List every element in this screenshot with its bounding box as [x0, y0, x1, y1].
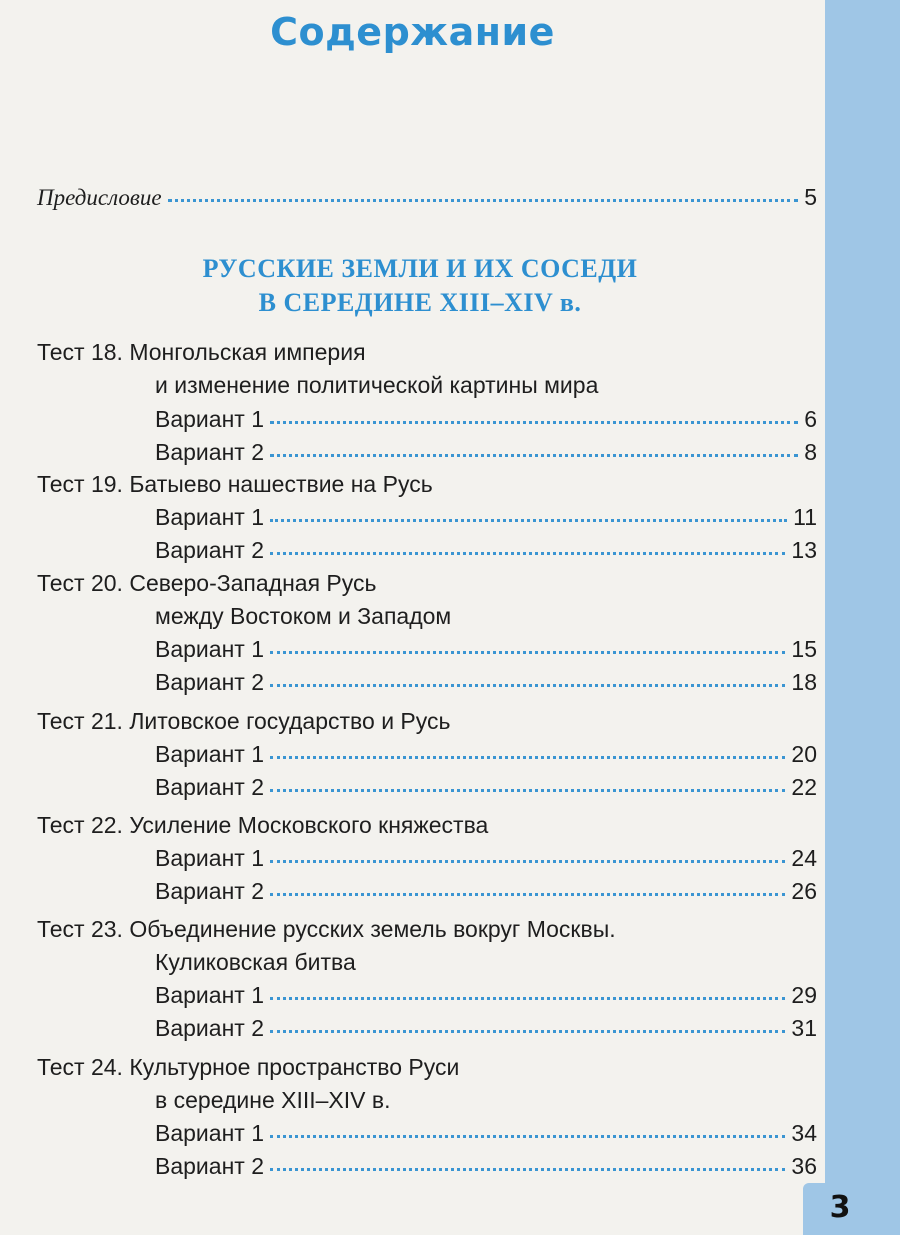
- toc-entry-variant[interactable]: [155, 843, 817, 873]
- toc-entry-label: Вариант 1: [155, 741, 264, 767]
- test-title: Тест 24. Культурное пространство Руси: [37, 1054, 460, 1080]
- test-title-cont: между Востоком и Западом: [155, 603, 452, 629]
- toc-entry-page: 24: [791, 845, 817, 871]
- toc-entry-variant[interactable]: [155, 772, 817, 802]
- toc-entry-label: Вариант 2: [155, 669, 264, 695]
- toc-entry-label: Вариант 1: [155, 982, 264, 1008]
- leader-dots: [270, 421, 798, 424]
- toc-entry-page: 13: [791, 537, 817, 563]
- toc-entry-label: Вариант 2: [155, 878, 264, 904]
- toc-entry-page: 22: [791, 774, 817, 800]
- toc-entry-variant[interactable]: [155, 980, 817, 1010]
- test-title: Тест 23. Объединение русских земель вокруг Москвы.: [37, 916, 616, 942]
- toc-entry-variant[interactable]: [155, 634, 817, 664]
- section-title-line2: В СЕРЕДИНЕ XIII–XIV в.: [258, 288, 582, 317]
- leader-dots: [270, 651, 785, 654]
- test-title: Тест 18. Монгольская империя: [37, 339, 366, 365]
- leader-dots: [270, 684, 785, 687]
- toc-entry-label: Вариант 1: [155, 1120, 264, 1146]
- toc-entry-variant[interactable]: [155, 535, 817, 565]
- leader-dots: [168, 199, 799, 202]
- toc-entry-variant[interactable]: [155, 404, 817, 434]
- toc-entry-label: Вариант 1: [155, 845, 264, 871]
- leader-dots: [270, 893, 785, 896]
- leader-dots: [270, 860, 785, 863]
- toc-entry-page: 5: [804, 184, 817, 210]
- toc-entry-variant[interactable]: [155, 876, 817, 906]
- toc-entry-label: Вариант 1: [155, 504, 264, 530]
- toc-entry-page: 34: [791, 1120, 817, 1146]
- toc-entry-page: 15: [791, 636, 817, 662]
- test-title-cont: и изменение политической картины мира: [155, 372, 599, 398]
- test-title: Тест 20. Северо-Западная Русь: [37, 570, 377, 596]
- page-number: 3: [829, 1190, 851, 1225]
- toc-entry-variant[interactable]: [155, 1151, 817, 1181]
- toc-entry-page: 31: [791, 1015, 817, 1041]
- toc-entry-label: Предисловие: [37, 185, 162, 210]
- page-title: Содержание: [270, 10, 555, 54]
- leader-dots: [270, 1030, 785, 1033]
- toc-entry-page: 29: [791, 982, 817, 1008]
- leader-dots: [270, 997, 785, 1000]
- test-title-cont: в середине XIII–XIV в.: [155, 1087, 391, 1113]
- toc-entry-page: 8: [804, 439, 817, 465]
- toc-entry-label: Вариант 2: [155, 537, 264, 563]
- toc-entry-page: 6: [804, 406, 817, 432]
- toc-entry-variant[interactable]: [155, 1013, 817, 1043]
- side-color-band: [825, 0, 900, 1235]
- toc-entry-page: 18: [791, 669, 817, 695]
- leader-dots: [270, 789, 785, 792]
- leader-dots: [270, 519, 787, 522]
- leader-dots: [270, 1168, 785, 1171]
- leader-dots: [270, 1135, 785, 1138]
- toc-entry-label: Вариант 1: [155, 636, 264, 662]
- toc-entry-variant[interactable]: [155, 502, 817, 532]
- toc-entry-variant[interactable]: [155, 1118, 817, 1148]
- toc-entry-variant[interactable]: [155, 437, 817, 467]
- toc-entry-variant[interactable]: [155, 667, 817, 697]
- test-title: Тест 21. Литовское государство и Русь: [37, 708, 451, 734]
- test-title-cont: Куликовская битва: [155, 949, 356, 975]
- section-title-line1: РУССКИЕ ЗЕМЛИ И ИХ СОСЕДИ: [202, 254, 638, 283]
- toc-entry-page: 36: [791, 1153, 817, 1179]
- toc-entry-page: 11: [793, 504, 817, 530]
- toc-entry-preface[interactable]: [37, 182, 817, 212]
- toc-entry-label: Вариант 2: [155, 439, 264, 465]
- toc-entry-label: Вариант 1: [155, 406, 264, 432]
- toc-entry-label: Вариант 2: [155, 1153, 264, 1179]
- leader-dots: [270, 756, 785, 759]
- leader-dots: [270, 454, 798, 457]
- toc-entry-page: 20: [791, 741, 817, 767]
- toc-entry-page: 26: [791, 878, 817, 904]
- toc-entry-label: Вариант 2: [155, 774, 264, 800]
- toc-entry-label: Вариант 2: [155, 1015, 264, 1041]
- leader-dots: [270, 552, 785, 555]
- test-title: Тест 22. Усиление Московского княжества: [37, 812, 489, 838]
- test-title: Тест 19. Батыево нашествие на Русь: [37, 471, 433, 497]
- toc-entry-variant[interactable]: [155, 739, 817, 769]
